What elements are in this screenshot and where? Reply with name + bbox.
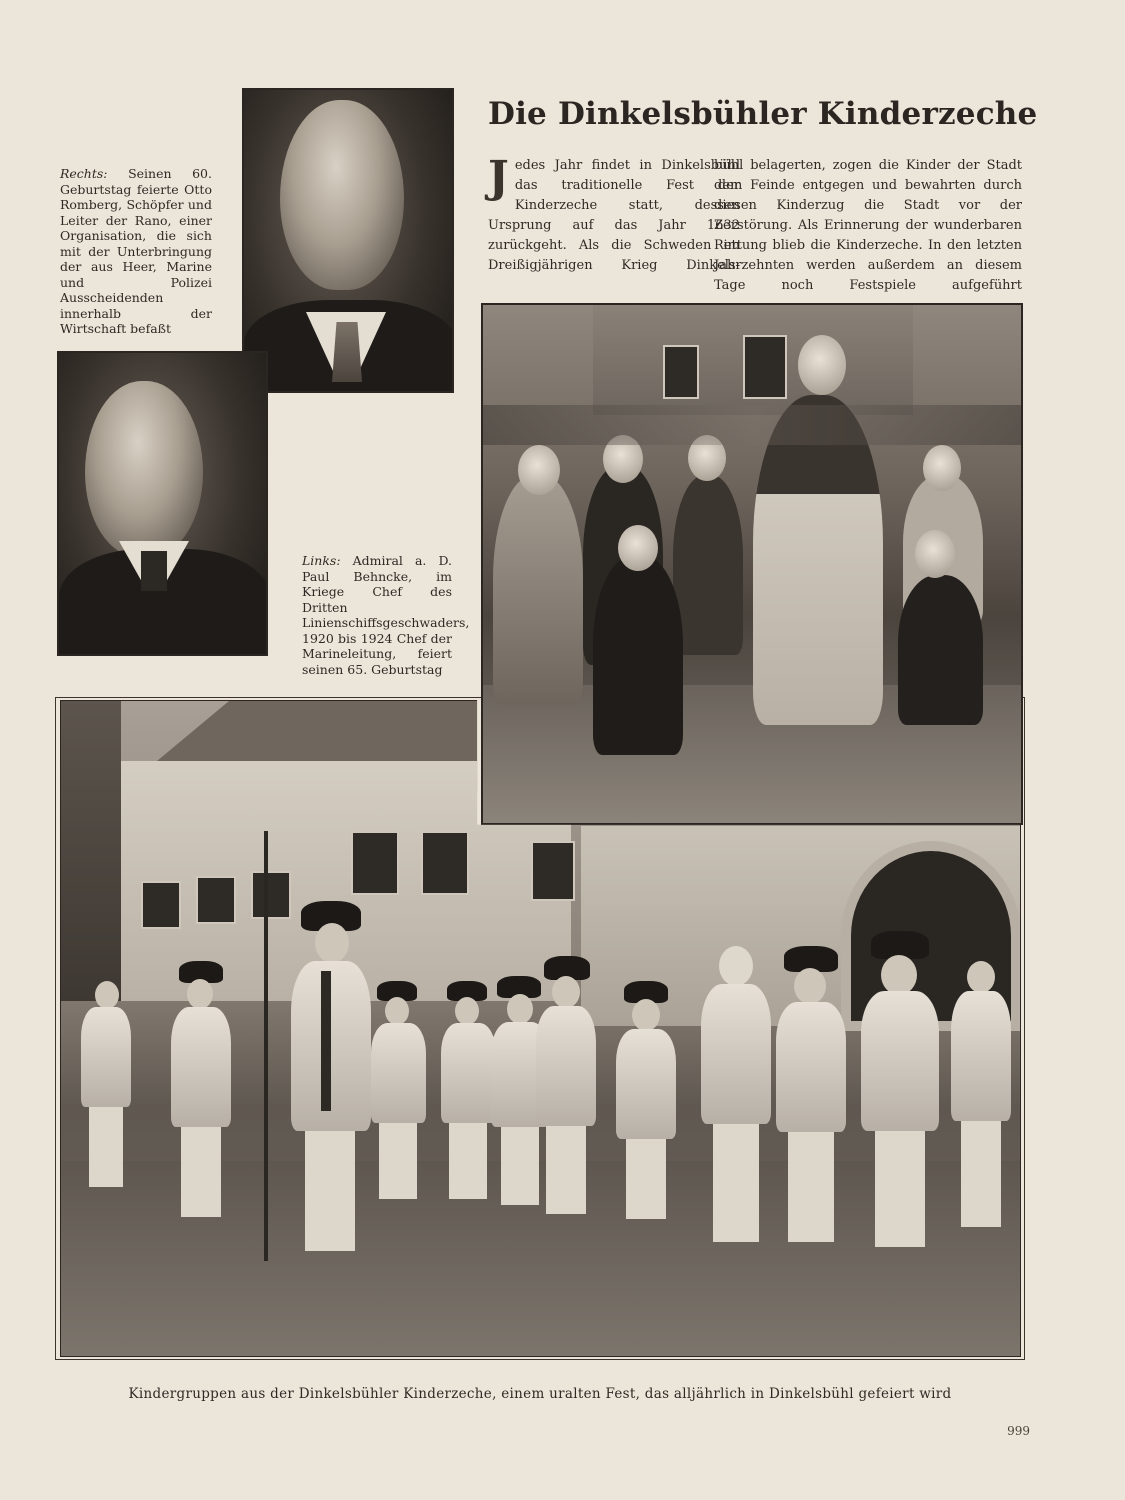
portrait-photo-romberg: [242, 88, 454, 393]
caption-text: Admiral a. D. Paul Behncke, im Kriege Chef des Dritten Linienschiffsgeschwaders, 1920 bis 1924 Chef der Marineleitung, feiert seinen 65. Geburtstag: [302, 553, 470, 677]
article-column-1-text: edes Jahr findet in Dinkelsbühl das traditionelle Fest der Kinderzeche statt, dessen Ursprung auf das Jahr 1632 zurückgeht. Als die Schweden im Dreißigjährigen Krieg Dinkels-: [488, 158, 740, 273]
article-column-2: [714, 156, 1022, 316]
article-column-1: [488, 152, 740, 296]
article-column-2-text: bühl belagerten, zogen die Kinder der Stadt dem Feinde entgegen und bewahrten durch diesen Kinderzug die Stadt vor der Zerstörung. Als Erinnerung der wunderbaren Rettung blieb die Kinderzeche. In den letzten Jahrzehnten werden außerdem an diesem Tage noch Festspiele aufgeführt: [714, 158, 1022, 293]
article-dropcap: J: [488, 152, 509, 203]
caption-left-portrait: [302, 553, 470, 677]
bottom-photo-caption: Kindergruppen aus der Dinkelsbühler Kinderzeche, einem uralten Fest, das alljährlich in Dinkelsbühl gefeiert wird: [128, 1386, 952, 1402]
article-title: Die Dinkelsbühler Kinderzeche: [488, 96, 1038, 132]
page-number: 999: [1007, 1424, 1030, 1438]
caption-lead: Links:: [302, 553, 341, 568]
caption-lead: Rechts:: [60, 166, 108, 181]
caption-text: Seinen 60. Geburtstag feierte Otto Romberg, Schöpfer und Leiter der Rano, einer Organisation, die sich mit der Unterbringung der aus Heer, Marine und Polizei Ausscheidenden innerhalb der Wirtschaft befaßt: [60, 166, 212, 336]
portrait-photo-behncke: [57, 351, 268, 656]
caption-right-portrait: [60, 166, 212, 337]
procession-photo: [481, 303, 1023, 825]
